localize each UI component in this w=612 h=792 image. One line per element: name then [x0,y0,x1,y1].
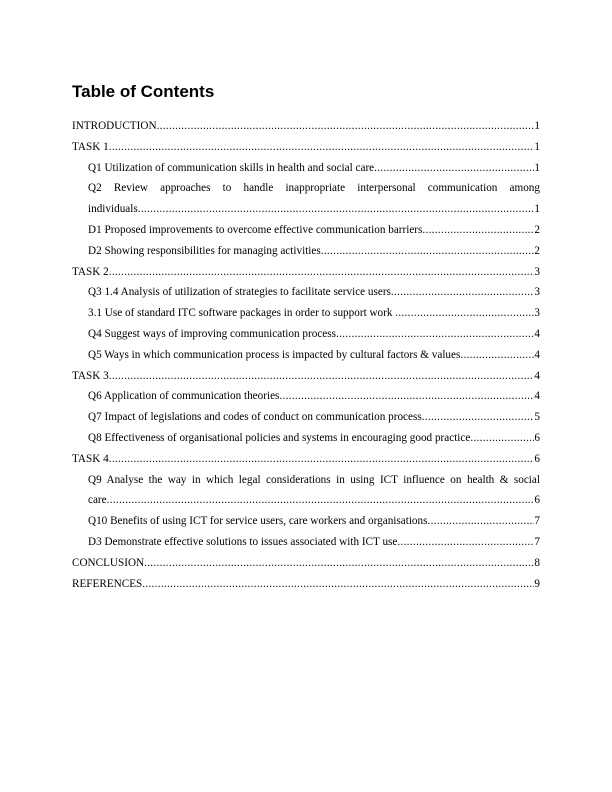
toc-page-number: 1 [534,161,540,174]
toc-entry-q10[interactable] [72,511,540,532]
toc-page-number: 1 [534,203,540,216]
dot-leader [397,532,534,553]
toc-entry-label: D2 Showing responsibilities for managing activities [88,244,321,257]
toc-entry-label: Q5 Ways in which communication process is impacted by cultural factors & values [88,348,461,361]
toc-entry-label: 3.1 Use of standard ITC software packages in order to support work [88,307,396,320]
toc-page-number: 1 [534,120,540,132]
toc-entry-label: Q1 Utilization of communication skills in health and social care [88,161,375,174]
toc-entry-3-1[interactable] [72,303,540,324]
toc-entry-q7[interactable] [72,407,540,428]
toc-entry-label: Q10 Benefits of using ICT for service users, care workers and organisations [88,515,428,528]
toc-entry-label: Q3 1.4 Analysis of utilization of strategies to facilitate service users [88,286,391,299]
toc-entry-label: D3 Demonstrate effective solutions to issues associated with ICT use [88,535,398,548]
dot-leader [336,324,534,345]
toc-entry-task-3[interactable] [72,366,540,387]
dot-leader [470,428,534,449]
toc-entry-label: Q4 Suggest ways of improving communication process [88,327,336,340]
toc-entry-q8[interactable] [72,428,540,449]
toc-entry-q3[interactable] [72,282,540,303]
toc-page-number: 5 [534,411,540,424]
dot-leader [391,282,534,303]
toc-entry-q9[interactable] [72,490,540,511]
toc-entry-q2-line1[interactable]: Q2 Review approaches to handle inappropriate interpersonal communication among [88,182,540,195]
toc-page-number: 6 [534,452,540,465]
dot-leader [107,490,535,511]
dot-leader [109,449,535,470]
dot-leader [427,511,534,532]
toc-page-number: 2 [534,223,540,236]
toc-entry-label: Q7 Impact of legislations and codes of conduct on communication process [88,411,422,424]
dot-leader [422,407,535,428]
toc-entry-label: REFERENCES [72,577,143,590]
dot-leader [460,345,534,366]
toc-page-number: 4 [534,390,540,403]
toc-entry-q4[interactable] [72,324,540,345]
toc-entry-label: CONCLUSION [72,556,145,569]
toc-page-number: 3 [534,286,540,299]
toc-page-number: 4 [534,369,540,382]
toc-page-number: 4 [534,348,540,361]
toc-entry-d3[interactable] [72,532,540,553]
dot-leader [144,553,534,574]
toc-entry-label: INTRODUCTION [72,120,157,132]
toc-entry-task-2[interactable] [72,262,540,283]
dot-leader [157,116,535,137]
toc-page-number: 3 [534,265,540,278]
table-of-contents [72,116,540,594]
toc-entry-introduction[interactable] [72,116,540,137]
toc-page-number: 3 [534,307,540,320]
toc-entry-d2[interactable] [72,241,540,262]
toc-entry-q2[interactable] [72,199,540,220]
dot-leader [142,574,534,595]
dot-leader [109,366,535,387]
toc-page-number: 7 [534,515,540,528]
toc-page-number: 7 [534,535,540,548]
toc-entry-conclusion[interactable] [72,553,540,574]
dot-leader [374,158,534,179]
toc-page-number: 9 [534,577,540,590]
toc-entry-d1[interactable] [72,220,540,241]
toc-entry-label: TASK 2 [72,265,109,278]
toc-entry-label: Q8 Effectiveness of organisational policies and systems in encouraging good practice [88,431,471,444]
toc-entry-q5[interactable] [72,345,540,366]
toc-entry-label: Q6 Application of communication theories [88,390,280,403]
toc-page-number: 6 [534,431,540,444]
toc-page-number: 6 [534,494,540,507]
toc-entry-q9-line1[interactable]: Q9 Analyse the way in which legal considerations in using ICT influence on health & social [88,473,540,486]
toc-page-number: 4 [534,327,540,340]
dot-leader [109,262,535,283]
dot-leader [279,386,534,407]
toc-page-number: 2 [534,244,540,257]
toc-entry-q1[interactable] [72,158,540,179]
dot-leader [321,241,535,262]
toc-entry-references[interactable] [72,574,540,595]
toc-entry-task-1[interactable] [72,137,540,158]
toc-title: Table of Contents [72,82,215,101]
toc-entry-label: TASK 3 [72,369,109,382]
toc-page-number: 8 [534,556,540,569]
toc-entry-label: individuals [88,203,138,216]
dot-leader [138,199,535,220]
dot-leader [109,137,535,158]
dot-leader [395,303,534,324]
toc-entry-label: D1 Proposed improvements to overcome effective communication barriers [88,223,423,236]
toc-entry-task-4[interactable] [72,449,540,470]
toc-entry-q6[interactable] [72,386,540,407]
toc-entry-label: TASK 4 [72,452,109,465]
dot-leader [422,220,534,241]
toc-page-number: 1 [534,140,540,153]
toc-entry-label: care [88,494,107,507]
toc-entry-label: TASK 1 [72,140,109,153]
